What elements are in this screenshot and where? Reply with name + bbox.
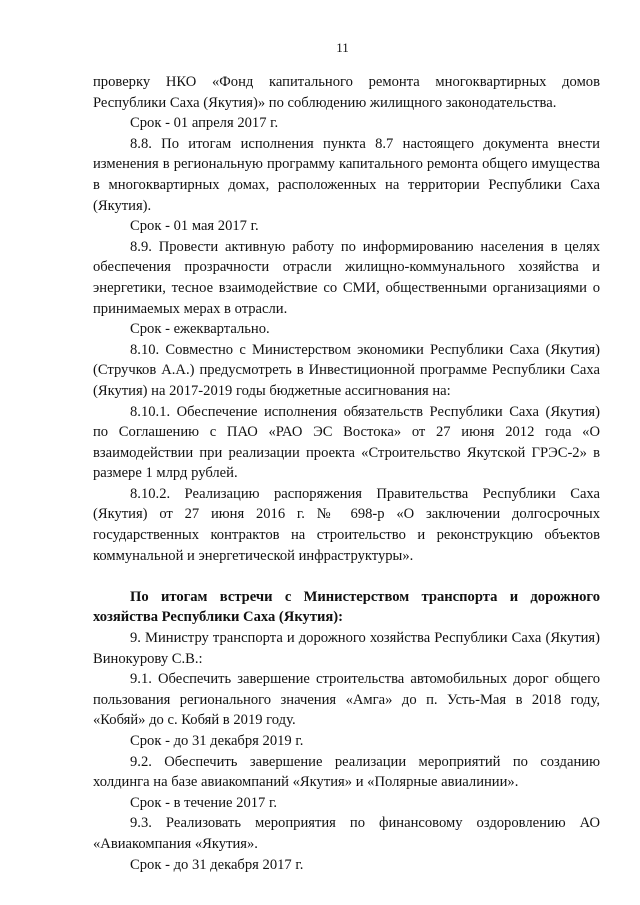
paragraph-8-10-2: 8.10.2. Реализацию распоряжения Правительства Республики Саха (Якутия) от 27 июня 2016 г. № 698-р «О заключении долгосрочных государственных контрактов на строительство и реконструкцию объектов коммунальной и энергетической инфраструктуры». <box>93 485 600 564</box>
paragraph-8-10-1: 8.10.1. Обеспечение исполнения обязательств Республики Саха (Якутия) по Соглашению с ПАО «РАО ЭС Востока» от 27 июня 2012 года «О взаимодействии при реализации проекта «Строительство Якутской ГРЭС-2» в размере 1 млрд рублей. <box>93 403 600 482</box>
paragraph-continuation: проверку НКО «Фонд капитального ремонта многоквартирных домов Республики Саха (Якутия)» по соблюдению жилищного законодательства. <box>93 74 600 111</box>
paragraph-8-8: 8.8. По итогам исполнения пункта 8.7 настоящего документа внести изменения в региональную программу капитального ремонта общего имущества в многоквартирных домах, расположенных на территории Республики Саха (Якутия). <box>93 135 600 214</box>
paragraph-9-2: 9.2. Обеспечить завершение реализации мероприятий по созданию холдинга на базе авиакомпаний «Якутия» и «Полярные авиалинии». <box>93 753 600 791</box>
deadline-line: Срок - в течение 2017 г. <box>130 794 277 811</box>
deadline-line: Срок - ежеквартально. <box>130 321 270 338</box>
paragraph-9: 9. Министру транспорта и дорожного хозяйства Республики Саха (Якутия) Винокурову С.В.: <box>93 630 600 667</box>
paragraph-8-10: 8.10. Совместно с Министерством экономики Республики Саха (Якутия) (Стручков А.А.) предусмотреть в Инвестиционной программе Республики Саха (Якутия) на 2017-2019 годы бюджетные ассигнования на: <box>93 341 600 399</box>
deadline-line: Срок - 01 апреля 2017 г. <box>130 115 279 132</box>
page-number: 11 <box>336 40 349 55</box>
paragraph-9-1: 9.1. Обеспечить завершение строительства автомобильных дорог общего пользования регионального значения «Амга» до п. Усть-Мая в 2018 году, «Кобяй» до с. Кобяй в 2019 году. <box>93 671 600 729</box>
deadline-line: Срок - 01 мая 2017 г. <box>130 218 259 235</box>
paragraph-9-3: 9.3. Реализовать мероприятия по финансовому оздоровлению АО «Авиакомпания «Якутия». <box>93 815 600 852</box>
deadline-line: Срок - до 31 декабря 2019 г. <box>130 733 304 749</box>
paragraph-8-9: 8.9. Провести активную работу по информированию населения в целях обеспечения прозрачности отрасли жилищно-коммунального хозяйства и энергетики, тесное взаимодействие со СМИ, общественными организациями о принимаемых мерах в отрасли. <box>93 238 600 317</box>
section-heading: По итогам встречи с Министерством транспорта и дорожного хозяйства Республики Саха (Якутия): <box>93 588 600 626</box>
deadline-line: Срок - до 31 декабря 2017 г. <box>130 856 304 873</box>
